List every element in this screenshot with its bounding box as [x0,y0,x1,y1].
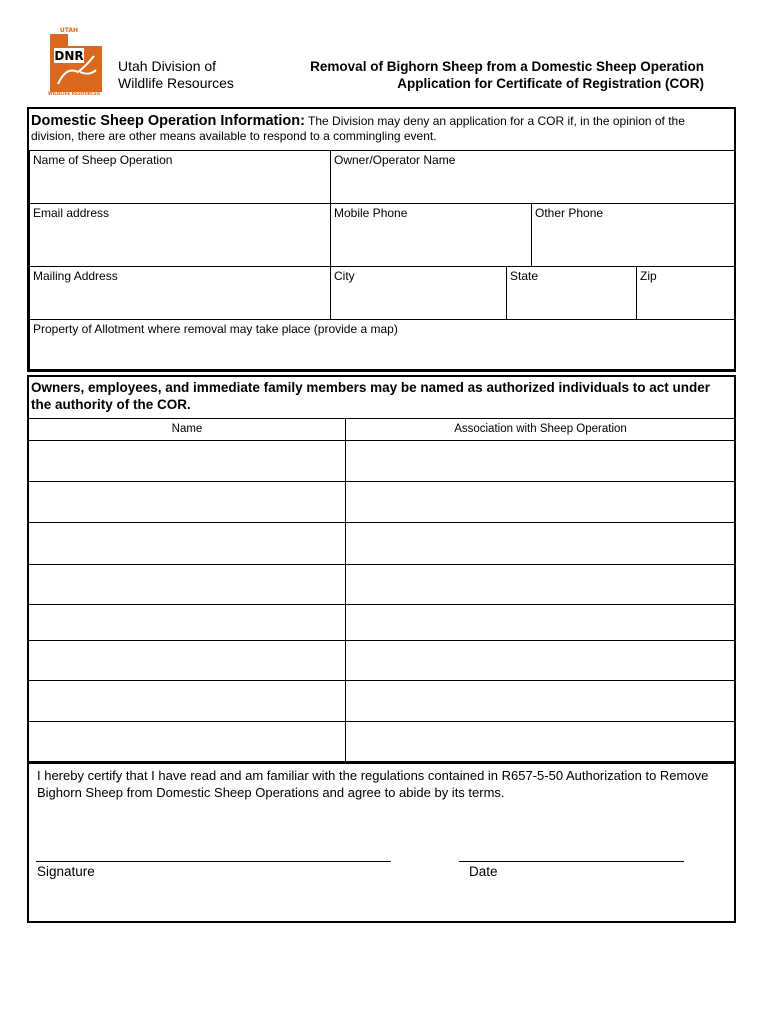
other-phone-label: Other Phone [535,206,604,220]
table-header-border [29,440,734,441]
operation-info-section [27,107,736,372]
table-column-divider [345,418,346,761]
state-label: State [510,269,539,283]
mailing-address-field[interactable] [29,266,331,320]
operation-info-heading: Domestic Sheep Operation Information: [31,113,305,129]
agency-name [118,58,234,92]
table-row-border [29,481,734,482]
signature-line[interactable] [36,861,391,862]
certification-text: I hereby certify that I have read and am familiar with the regulations contained in R657-5-50 Authorization to Remove Bighorn Sheep from Domestic Sheep Operations and agree to abide by its terms. [37,768,709,800]
city-label: City [334,269,355,283]
owner-name-field[interactable] [330,150,736,204]
date-line[interactable] [459,861,684,862]
table-row-border [29,721,734,722]
agency-line2: Wildlife Resources [118,75,234,91]
table-row-border [29,522,734,523]
operation-info-intro [31,114,730,144]
table-row-border [29,564,734,565]
zip-field[interactable] [636,266,736,320]
table-row-border [29,604,734,605]
city-field[interactable] [330,266,507,320]
table-top-border [29,418,734,419]
logo-text-main: DNR [54,49,84,63]
operation-name-field[interactable] [29,150,331,204]
email-field[interactable] [29,203,331,267]
other-phone-field[interactable] [531,203,736,267]
zip-label: Zip [640,269,657,283]
mailing-address-label: Mailing Address [33,269,118,283]
form-title-line1: Removal of Bighorn Sheep from a Domestic Sheep Operation [310,59,704,74]
operation-info-text: The Division may deny an application for a COR if, in the opinion of the division, there are other means available to respond to a commingling event. [31,114,685,143]
authorized-individuals-heading: Owners, employees, and immediate family members may be named as authorized individuals to act under the authority of the COR. [31,380,710,412]
column-header-name: Name [171,423,203,435]
authorized-individuals-section [27,375,736,763]
mobile-phone-field[interactable] [330,203,532,267]
date-label: Date [469,864,498,879]
operation-name-label: Name of Sheep Operation [33,153,173,167]
table-row-border [29,680,734,681]
property-allotment-field[interactable] [29,319,736,370]
signature-label: Signature [37,864,95,879]
state-field[interactable] [506,266,637,320]
email-label: Email address [33,206,110,220]
form-title [280,58,704,92]
form-title-line2: Application for Certificate of Registration (COR) [397,76,704,91]
agency-line1: Utah Division of [118,58,217,74]
property-allotment-label: Property of Allotment where removal may take place (provide a map) [33,322,398,336]
certification-section [27,762,736,923]
logo-text-bottom: WILDLIFE RESOURCES [48,91,100,96]
mobile-phone-label: Mobile Phone [334,206,408,220]
logo-text-top: UTAH [59,27,79,34]
utah-dnr-logo [44,26,104,96]
owner-name-label: Owner/Operator Name [334,153,456,167]
column-header-association: Association with Sheep Operation [454,423,627,435]
table-row-border [29,640,734,641]
